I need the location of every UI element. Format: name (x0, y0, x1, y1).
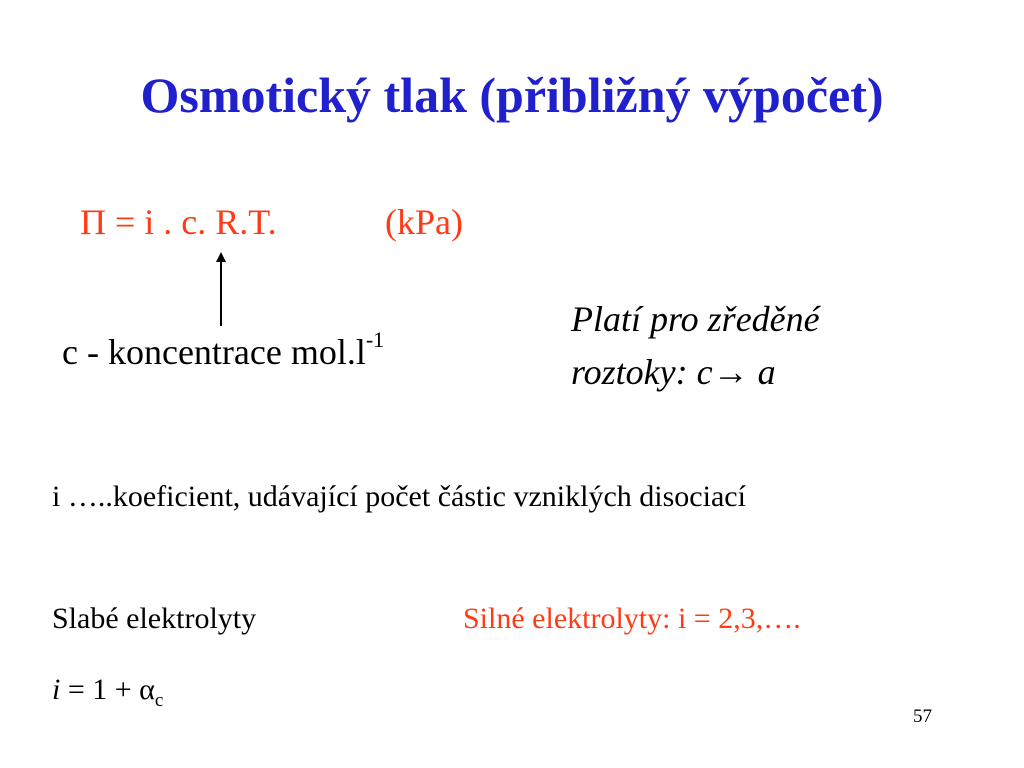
validity-line-2-prefix: roztoky: c (571, 352, 713, 392)
coefficient-definition: i …..koeficient, udávající počet částic vzniklých disociací (52, 480, 746, 513)
alpha-subscript: c (154, 690, 164, 711)
slide-title: Osmotický tlak (přibližný výpočet) (140, 67, 884, 123)
weak-electrolytes-label: Slabé elektrolyty (52, 602, 257, 635)
weak-electrolyte-formula (52, 673, 163, 712)
formula-unit: (kPa) (385, 202, 463, 242)
formula-rest: = 1 + α (60, 673, 155, 706)
validity-line-2-suffix: a (748, 352, 776, 392)
right-arrow-icon: → (712, 352, 749, 392)
page-number: 57 (913, 706, 932, 727)
validity-line-1: Platí pro zředěné (571, 299, 820, 339)
strong-electrolytes-label: Silné elektrolyty: i = 2,3,…. (463, 602, 801, 635)
validity-line-2 (571, 346, 820, 399)
arrow-line (220, 258, 222, 326)
concentration-exponent: -1 (365, 327, 385, 352)
validity-note (571, 293, 820, 399)
concentration-text: c - koncentrace mol.l (62, 332, 366, 372)
osmotic-pressure-formula: Π = i . c. R.T. (80, 202, 277, 242)
concentration-label (62, 327, 385, 373)
formula-variable-i: i (52, 673, 61, 706)
